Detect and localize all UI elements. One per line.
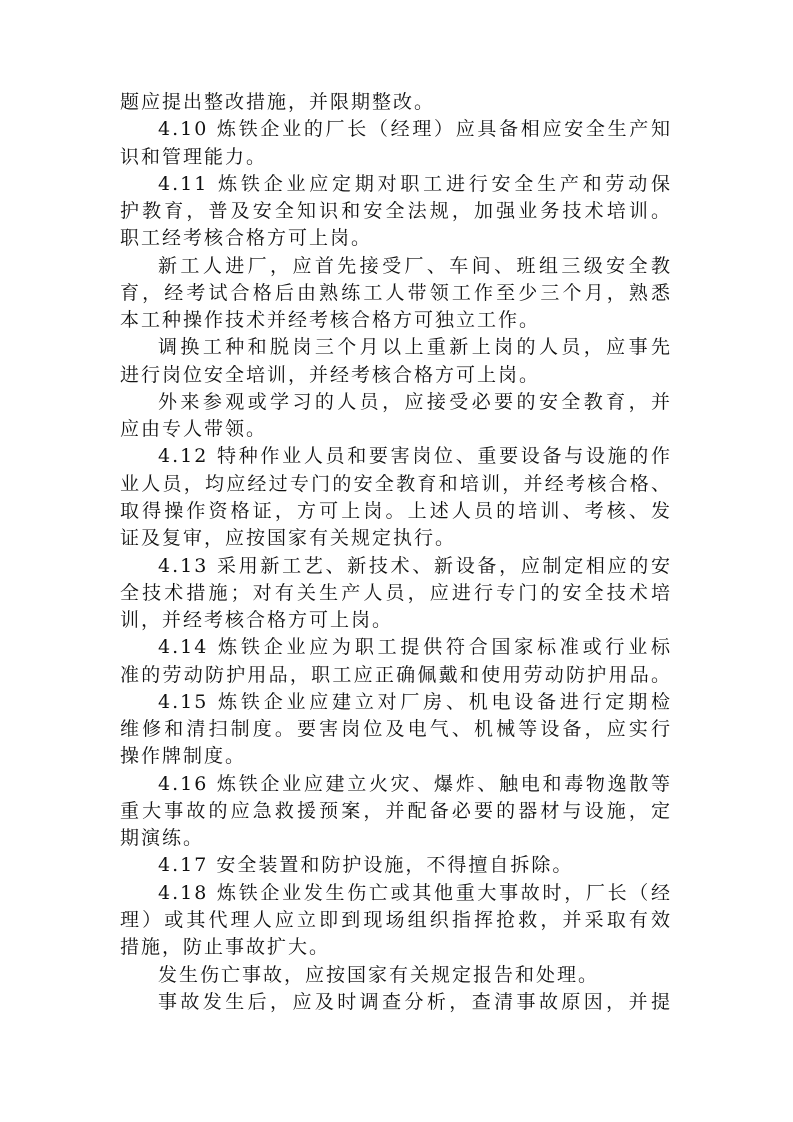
text-line: 训，并经考核合格方可上岗。 — [120, 609, 394, 632]
text-line: 措施，防止事故扩大。 — [120, 936, 331, 959]
text-line: 4.15 炼铁企业应建立对厂房、机电设备进行定期检 — [158, 690, 672, 713]
text-line: 应由专人带领。 — [120, 418, 268, 441]
text-line: 职工经考核合格方可上岗。 — [120, 227, 373, 250]
text-line: 新工人进厂，应首先接受厂、车间、班组三级安全教 — [158, 254, 672, 277]
text-line: 全技术措施；对有关生产人员，应进行专门的安全技术培 — [120, 581, 672, 604]
text-line: 业人员，均应经过专门的安全教育和培训，并经考核合格、 — [120, 472, 672, 495]
text-line: 操作牌制度。 — [120, 745, 247, 768]
text-line: 识和管理能力。 — [120, 145, 268, 168]
text-line: 4.18 炼铁企业发生伤亡或其他重大事故时，厂长（经 — [158, 881, 672, 904]
text-line: 4.16 炼铁企业应建立火灾、爆炸、触电和毒物逸散等 — [158, 772, 672, 795]
document-page — [120, 89, 672, 1016]
text-line: 发生伤亡事故，应按国家有关规定报告和处理。 — [158, 963, 600, 986]
text-line: 4.10 炼铁企业的厂长（经理）应具备相应安全生产知 — [158, 118, 672, 141]
text-line: 期演练。 — [120, 827, 205, 850]
text-line: 理）或其代理人应立即到现场组织指挥抢救，并采取有效 — [120, 908, 672, 931]
text-line: 外来参观或学习的人员，应接受必要的安全教育，并 — [158, 390, 672, 413]
text-line: 4.12 特种作业人员和要害岗位、重要设备与设施的作 — [158, 445, 672, 468]
text-line: 维修和清扫制度。要害岗位及电气、机械等设备，应实行 — [120, 718, 672, 741]
text-line: 4.13 采用新工艺、新技术、新设备，应制定相应的安 — [158, 554, 672, 577]
text-line: 进行岗位安全培训，并经考核合格方可上岗。 — [120, 363, 541, 386]
text-line: 4.14 炼铁企业应为职工提供符合国家标准或行业标 — [158, 636, 672, 659]
text-line: 调换工种和脱岗三个月以上重新上岗的人员，应事先 — [158, 336, 672, 359]
text-line: 证及复审，应按国家有关规定执行。 — [120, 527, 457, 550]
text-line: 事故发生后，应及时调查分析，查清事故原因，并提 — [158, 990, 672, 1013]
text-line: 4.17 安全装置和防护设施，不得擅自拆除。 — [158, 854, 574, 877]
text-line: 本工种操作技术并经考核合格方可独立工作。 — [120, 309, 541, 332]
text-line: 重大事故的应急救援预案，并配备必要的器材与设施，定 — [120, 799, 672, 822]
text-line: 育，经考试合格后由熟练工人带领工作至少三个月，熟悉 — [120, 281, 672, 304]
text-line: 题应提出整改措施，并限期整改。 — [120, 91, 436, 113]
text-line: 准的劳动防护用品，职工应正确佩戴和使用劳动防护用品。 — [120, 663, 672, 686]
text-line: 4.11 炼铁企业应定期对职工进行安全生产和劳动保 — [158, 172, 672, 195]
text-line: 取得操作资格证，方可上岗。上述人员的培训、考核、发 — [120, 499, 672, 522]
text-line: 护教育，普及安全知识和安全法规，加强业务技术培训。 — [120, 200, 672, 223]
